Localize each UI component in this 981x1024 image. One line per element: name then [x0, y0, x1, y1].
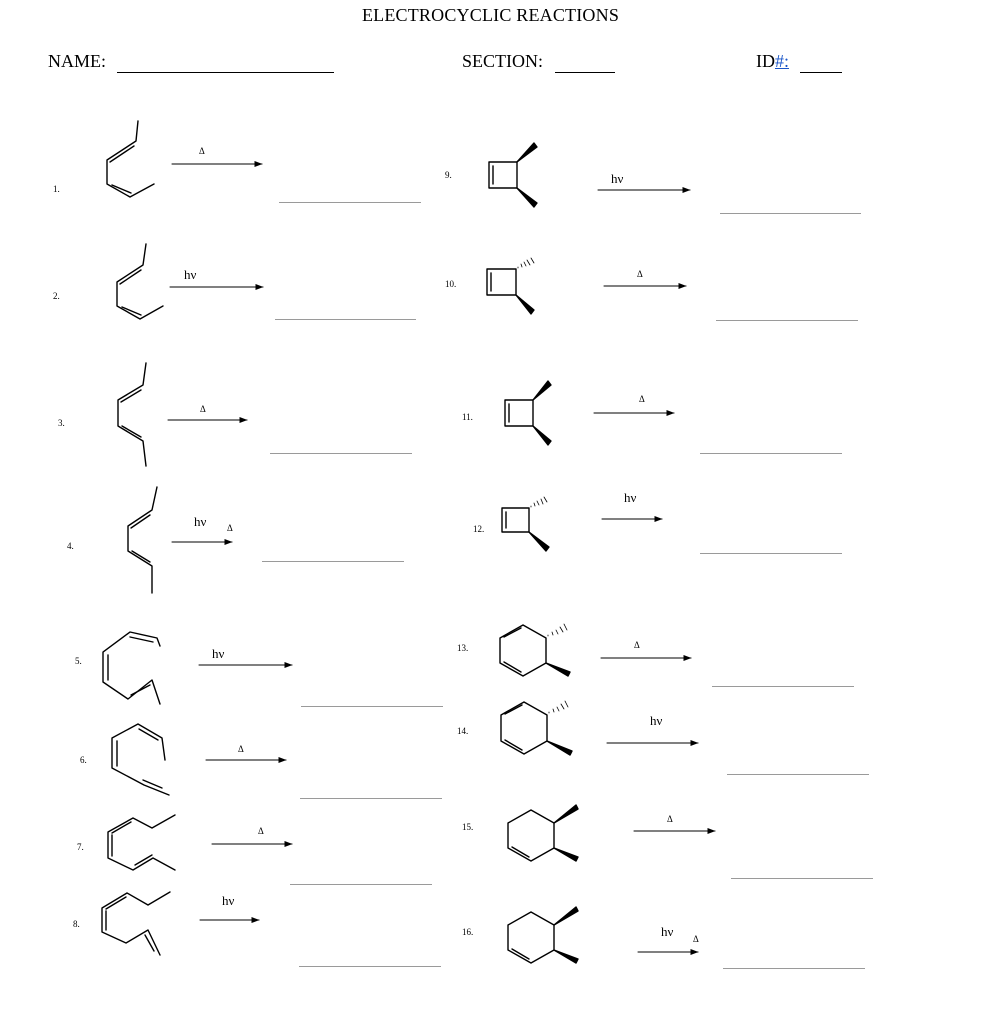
molecule-9	[489, 143, 537, 207]
condition-label-4: hν	[194, 514, 207, 529]
problem-number-8: 8.	[73, 919, 80, 929]
molecule-2	[117, 244, 163, 319]
condition-label-9: hν	[611, 171, 624, 186]
condition-label-4b: Δ	[227, 523, 233, 533]
condition-label-15: Δ	[667, 814, 673, 824]
molecule-7	[108, 815, 175, 870]
condition-label-11: Δ	[639, 394, 645, 404]
molecule-3	[118, 363, 146, 466]
problem-number-10: 10.	[445, 279, 457, 289]
molecule-11	[505, 381, 551, 445]
condition-label-12: hν	[624, 490, 637, 505]
id-link[interactable]: #:	[775, 51, 790, 71]
condition-label-5: hν	[212, 646, 225, 661]
molecule-14	[501, 701, 572, 755]
condition-label-3: Δ	[200, 404, 206, 414]
problem-number-9: 9.	[445, 170, 452, 180]
problem-number-5: 5.	[75, 656, 82, 666]
condition-label-2: hν	[184, 267, 197, 282]
problem-number-13: 13.	[457, 643, 469, 653]
condition-label-16: hν	[661, 924, 674, 939]
condition-label-1: Δ	[199, 146, 205, 156]
page-title: ELECTROCYCLIC REACTIONS	[361, 5, 620, 25]
problem-number-12: 12.	[473, 524, 485, 534]
problem-number-3: 3.	[58, 418, 65, 428]
condition-label-14: hν	[650, 713, 663, 728]
problem-number-16: 16.	[462, 927, 474, 937]
name-label: NAME:	[48, 51, 106, 71]
problem-number-6: 6.	[80, 755, 87, 765]
condition-label-16b: Δ	[693, 934, 699, 944]
molecule-6	[112, 724, 169, 795]
problem-number-11: 11.	[462, 412, 473, 422]
section-label: SECTION:	[462, 51, 543, 71]
molecule-8	[102, 892, 170, 955]
molecule-12	[502, 497, 549, 551]
molecule-1	[107, 121, 154, 197]
reaction-arrows	[168, 164, 715, 952]
problem-number-15: 15.	[462, 822, 474, 832]
problem-number-14: 14.	[457, 726, 469, 736]
molecule-10	[487, 258, 534, 314]
problem-number-4: 4.	[67, 541, 74, 551]
molecule-5	[103, 632, 160, 704]
condition-label-13: Δ	[634, 640, 640, 650]
molecule-13	[500, 624, 570, 676]
id-label-text: ID	[756, 51, 775, 71]
molecule-4	[128, 487, 157, 593]
molecule-16	[508, 907, 578, 963]
molecule-15	[508, 805, 578, 861]
condition-label-6: Δ	[238, 744, 244, 754]
problem-number-2: 2.	[53, 291, 60, 301]
problem-number-1: 1.	[53, 184, 60, 194]
condition-label-8: hν	[222, 893, 235, 908]
condition-label-7: Δ	[258, 826, 264, 836]
problem-number-7: 7.	[77, 842, 84, 852]
condition-label-10: Δ	[637, 269, 643, 279]
